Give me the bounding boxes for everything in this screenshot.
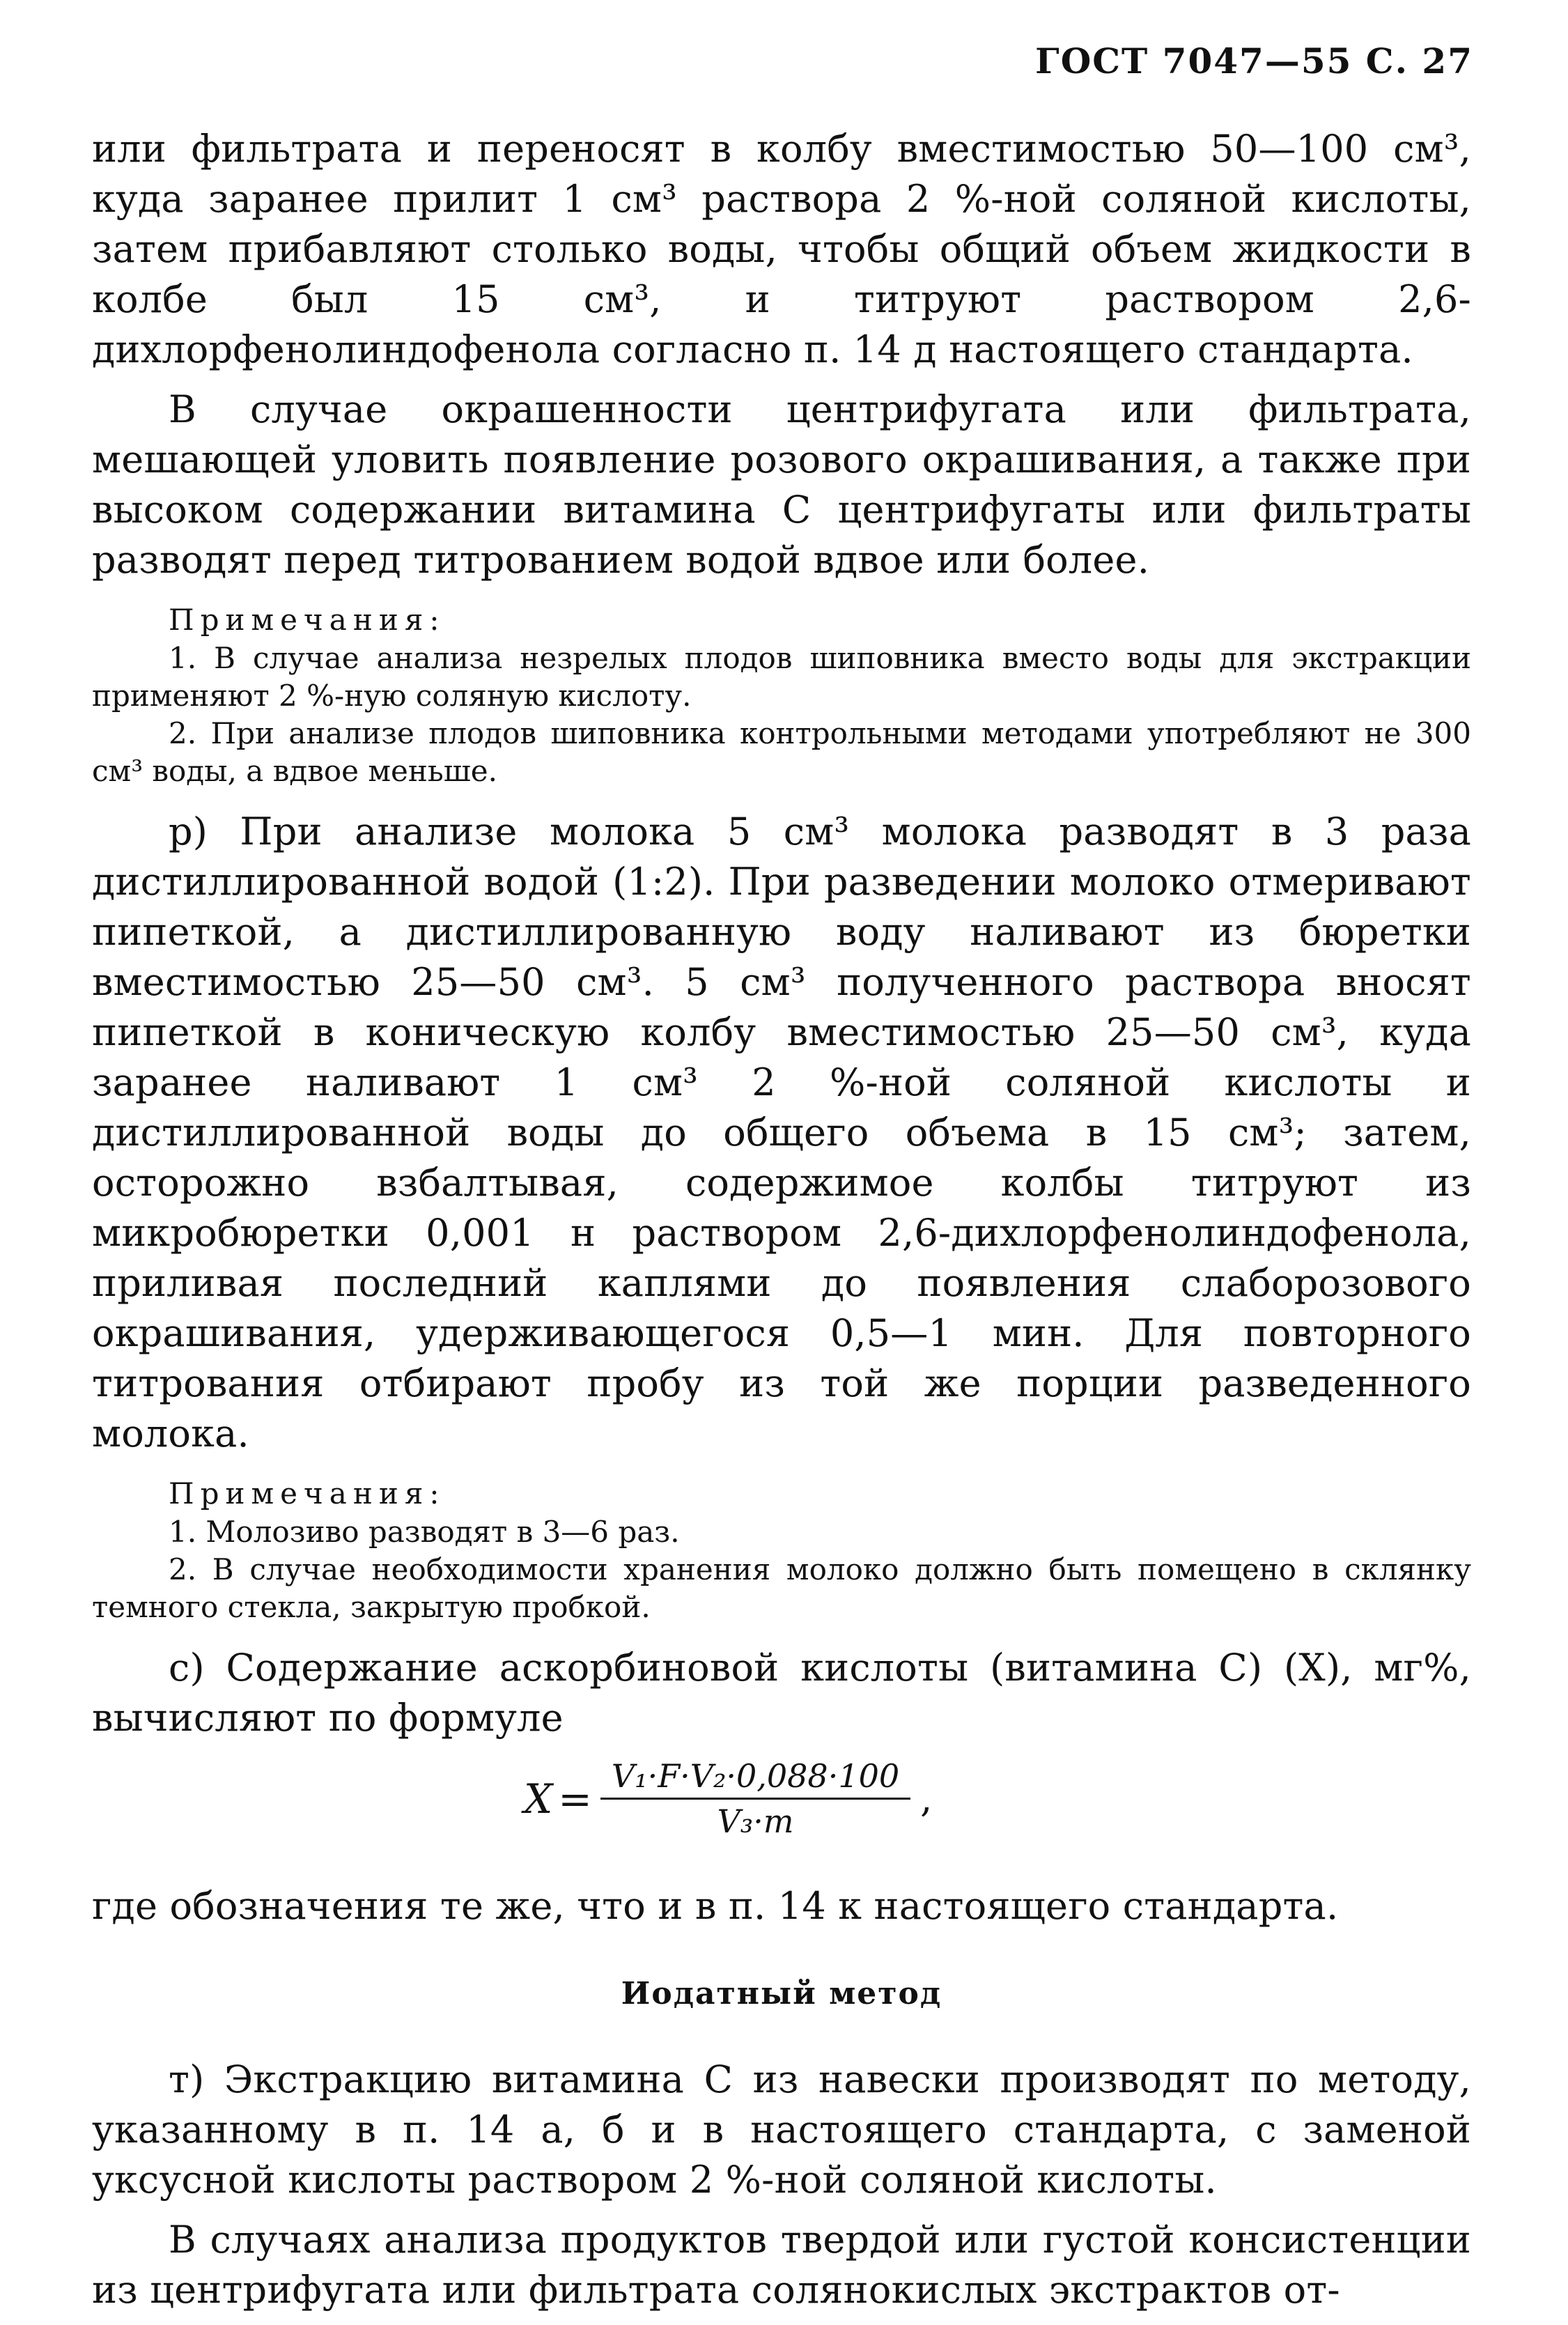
formula-denominator: V₃·m: [717, 1802, 794, 1840]
note-item: 1. В случае анализа незрелых плодов шиповника вместо воды для экстракции применяют 2 %-ную соляную кислоту.: [92, 641, 1471, 713]
note-item: 2. В случае необходимости хранения молоко должно быть помещено в склянку темного стекла, закрытую пробкой.: [92, 1552, 1471, 1624]
notes-title: Примечания:: [169, 603, 446, 637]
note-item: 1. Молозиво разводят в 3—6 раз.: [169, 1515, 680, 1549]
formula-lhs: X: [524, 1775, 553, 1823]
section-heading: Иодатный метод: [621, 1976, 942, 2011]
formula-numerator: V₁·F·V₂·0,088·100: [600, 1757, 910, 1800]
paragraph-milk-analysis: р) При анализе молока 5 см³ молока разводят в 3 раза дистиллированной водой (1:2). При разведении молоко отмеривают пипеткой, а дистиллированную воду наливают из бюретки вместимостью 25—50 см³. 5 см³ полученного раствора вносят пипеткой в коническую колбу вместимостью 25—50 см³, куда заранее наливают 1 см³ 2 %-ной соляной кислоты и дистиллированной воды до общего объема в 15 см³; затем, осторожно взбалтывая, содержимое колбы титруют из микробюретки 0,001 н раствором 2,6-дихлорфенолиндофенола, приливая последний каплями до появления слаборозового окрашивания, удерживающегося 0,5—1 мин. Для повторного титрования отбирают пробу из той же порции разведенного молока.: [92, 810, 1471, 1455]
page-content: [92, 124, 1471, 2325]
paragraph-iodate-extraction: т) Экстракцию витамина С из навески производят по методу, указанному в п. 14 а, б и в настоящего стандарта, с заменой уксусной кислоты раствором 2 %-ной соляной кислоты.: [92, 2057, 1471, 2202]
formula-tail: ,: [920, 1777, 933, 1821]
formula-block: [92, 1753, 1471, 1871]
paragraph-continuation: или фильтрата и переносят в колбу вместимостью 50—100 см³, куда заранее прилит 1 см³ раствора 2 %-ной соляной кислоты, затем прибавляют столько воды, чтобы общий объем жидкости в колбе был 15 см³, и титруют раствором 2,6-дихлорфенолиндофенола согласно п. 14 д настоящего стандарта.: [92, 127, 1471, 371]
page-header: ГОСТ 7047—55 С. 27: [1035, 40, 1473, 82]
notes-title: Примечания:: [169, 1476, 446, 1511]
note-item: 2. При анализе плодов шиповника контрольными методами употребляют не 300 см³ воды, а вдвое меньше.: [92, 716, 1471, 788]
paragraph-where: где обозначения те же, что и в п. 14 к настоящего стандарта.: [92, 1884, 1339, 1928]
formula-fraction: [600, 1757, 910, 1840]
ascorbic-acid-formula: [524, 1757, 932, 1840]
notes-block-rosehip: [92, 601, 1471, 790]
paragraph-iodate-solid: В случаях анализа продуктов твердой или густой консистенции из центрифугата или фильтрата солянокислых экстрактов от-: [92, 2218, 1471, 2312]
paragraph-coloring: В случае окрашенности центрифугата или фильтрата, мешающей уловить появление розового окрашивания, а также при высоком содержании витамина С центрифугаты или фильтраты разводят перед титрованием водой вдвое или более.: [92, 387, 1471, 582]
formula-equals: =: [558, 1775, 592, 1823]
notes-block-milk: [92, 1474, 1471, 1626]
paragraph-formula-intro: с) Содержание аскорбиновой кислоты (витамина С) (X), мг%, вычисляют по формуле: [92, 1646, 1471, 1740]
